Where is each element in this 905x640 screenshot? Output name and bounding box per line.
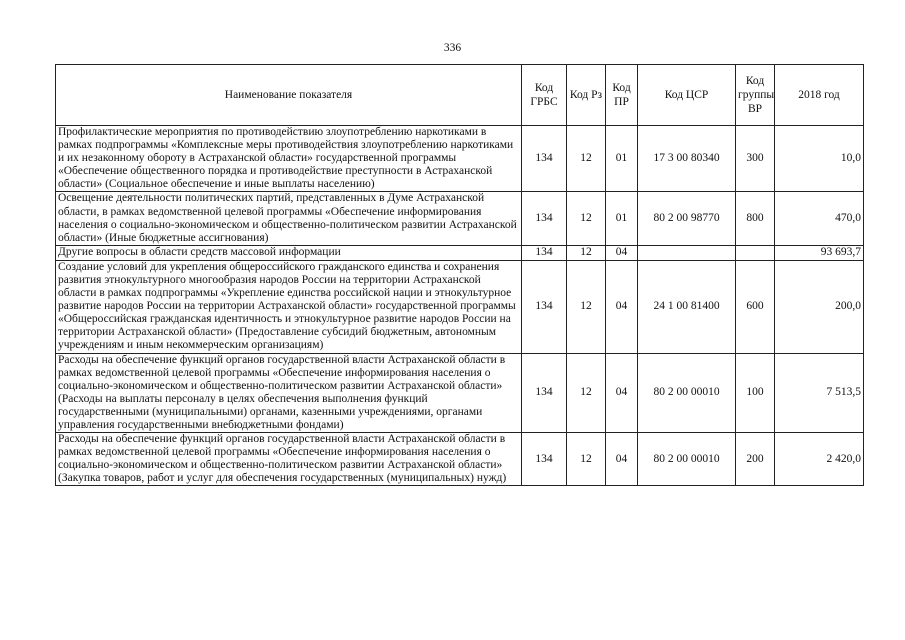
row-pr: 01	[606, 126, 638, 192]
table-row	[56, 245, 864, 260]
table-row	[56, 433, 864, 486]
row-grbs: 134	[522, 126, 567, 192]
row-name: Расходы на обеспечение функций органов государственной власти Астраханской области в рамках ведомственной целевой программы «Обеспечение информирования населения о социально-экономическом и общественно-политическом развитии Астраханской области» (Закупка товаров, работ и услуг для обеспечения государственных (муниципальных) нужд)	[56, 433, 522, 486]
row-vr: 200	[736, 433, 775, 486]
row-name: Создание условий для укрепления общероссийского гражданского единства и сохранения развития этнокультурного многообразия народов России на территории Астраханской области в рамках подпрограммы «Укрепление единства российской нации и этнокультурное развитие народов России на территории Астраханской области» государственной программы «Общероссийская гражданская идентичность и этнокультурное развитие народов России на территории Астраханской области» (Предоставление субсидий бюджетным, автономным учреждениям и иным некоммерческим организациям)	[56, 260, 522, 353]
budget-table	[55, 64, 864, 486]
header-name: Наименование показателя	[56, 65, 522, 126]
row-value: 2 420,0	[775, 433, 864, 486]
header-grbs: Код ГРБС	[522, 65, 567, 126]
row-value: 200,0	[775, 260, 864, 353]
header-year: 2018 год	[775, 65, 864, 126]
row-rz: 12	[567, 126, 606, 192]
row-csr: 17 3 00 80340	[638, 126, 736, 192]
row-value: 10,0	[775, 126, 864, 192]
row-name: Расходы на обеспечение функций органов государственной власти Астраханской области в рамках ведомственной целевой программы «Обеспечение информирования населения о социально-экономическом и общественно-политическом развитии Астраханской области» (Расходы на выплаты персоналу в целях обеспечения выполнения функций государственными (муниципальными) органами, казенными учреждениями, органами управления государственными внебюджетными фондами)	[56, 353, 522, 433]
row-vr: 100	[736, 353, 775, 433]
row-pr: 04	[606, 260, 638, 353]
row-csr	[638, 245, 736, 260]
row-vr: 800	[736, 192, 775, 245]
table-row	[56, 353, 864, 433]
row-vr: 300	[736, 126, 775, 192]
row-vr: 600	[736, 260, 775, 353]
row-rz: 12	[567, 433, 606, 486]
row-value: 7 513,5	[775, 353, 864, 433]
table-row	[56, 192, 864, 245]
row-csr: 80 2 00 00010	[638, 353, 736, 433]
row-value: 93 693,7	[775, 245, 864, 260]
row-name: Другие вопросы в области средств массовой информации	[56, 245, 522, 260]
row-grbs: 134	[522, 192, 567, 245]
row-rz: 12	[567, 353, 606, 433]
page-number: 336	[443, 42, 462, 54]
table-row	[56, 126, 864, 192]
row-pr: 04	[606, 433, 638, 486]
row-rz: 12	[567, 192, 606, 245]
row-vr	[736, 245, 775, 260]
row-name: Профилактические мероприятия по противодействию злоупотреблению наркотиками в рамках подпрограммы «Комплексные меры противодействия злоупотреблению наркотиками и их незаконному обороту в Астраханской области» государственной программы «Обеспечение общественного порядка и противодействие преступности в Астраханской области» (Социальное обеспечение и иные выплаты населению)	[56, 126, 522, 192]
row-pr: 04	[606, 353, 638, 433]
row-grbs: 134	[522, 245, 567, 260]
row-value: 470,0	[775, 192, 864, 245]
row-csr: 80 2 00 00010	[638, 433, 736, 486]
row-csr: 80 2 00 98770	[638, 192, 736, 245]
header-rz: Код Рз	[567, 65, 606, 126]
row-csr: 24 1 00 81400	[638, 260, 736, 353]
header-csr: Код ЦСР	[638, 65, 736, 126]
row-rz: 12	[567, 260, 606, 353]
row-pr: 04	[606, 245, 638, 260]
header-pr: Код ПР	[606, 65, 638, 126]
table-header	[56, 65, 864, 126]
row-grbs: 134	[522, 260, 567, 353]
table-body	[56, 126, 864, 486]
row-pr: 01	[606, 192, 638, 245]
header-vr: Код группы ВР	[736, 65, 775, 126]
row-rz: 12	[567, 245, 606, 260]
row-grbs: 134	[522, 433, 567, 486]
row-grbs: 134	[522, 353, 567, 433]
row-name: Освещение деятельности политических партий, представленных в Думе Астраханской области, в рамках ведомственной целевой программы «Обеспечение информирования населения о социально-экономическом и общественно-политическом развитии Астраханской области» (Иные бюджетные ассигнования)	[56, 192, 522, 245]
table-row	[56, 260, 864, 353]
